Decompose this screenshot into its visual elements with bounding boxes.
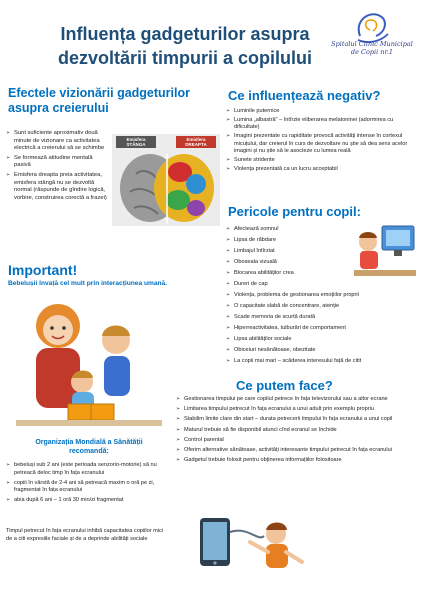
oms-heading — [14, 438, 164, 456]
list-item: ➢ Limitarea timpului petrecut în fața ecranului a unui adult prin exemplu propriu — [176, 406, 420, 413]
list-item: ➢ Scade memoria de scurtă durată — [226, 314, 424, 321]
list-item: ➢ Hiperreactivitatea, tulburări de comportament — [226, 325, 424, 332]
list-item: ➢ La copii mai mari – scăderea interesului față de citit — [226, 358, 424, 365]
influenteaza-heading: Ce influențează negativ? — [228, 88, 381, 103]
oms-heading-line-1: Organizația Mondială a Sănătății — [35, 439, 143, 446]
putem-heading: Ce putem face? — [236, 378, 333, 393]
title-line-1: Influența gadgeturilor asupra — [60, 24, 310, 44]
child-computer-illustration — [352, 222, 418, 280]
efectele-heading-line-2: asupra creierului — [8, 101, 109, 115]
oms-heading-line-2: recomandă: — [69, 448, 109, 455]
brain-left-label-line-2: STÂNGA — [126, 142, 146, 147]
list-item: ➢ Blocarea abilităților crea — [226, 270, 376, 277]
list-item: ➢ Oferim alternative sănătoase, activități interesante timpului petrecut în fața ecranului — [176, 447, 420, 454]
list-item: ➢ Sunt suficiente aproximativ două minute de vizionare ca activitatea electrică a creierului să se schimbe — [6, 130, 110, 153]
list-item: ➢ Afectează somnul — [226, 226, 376, 233]
list-item: ➢ Gadgetul trebuie folosit pentru obținerea informațiilor folositoare — [176, 457, 420, 464]
important-subtitle: Bebelușii învață cel mult prin interacțiunea umană. — [8, 280, 168, 287]
oms-paragraph: Timpul petrecut în fața ecranului inhibă capacitatea copiilor mici de a citi expresiile faciale și de a deprinde abilități sociale — [6, 528, 164, 542]
child-phone-illustration — [192, 512, 318, 578]
list-item: ➢ Se formează atitudine mentală pasivă — [6, 155, 110, 170]
brain-right-label — [176, 137, 216, 147]
list-item: ➢ Violența, problema de gestionarea emoțiilor proprii — [226, 292, 424, 299]
brain-right-label-line-2: DREAPTA — [185, 142, 207, 147]
influenteaza-list — [226, 108, 420, 175]
family-reading-illustration — [12, 296, 168, 430]
list-item: ➢ copiii în vârstă de 2-4 ani să petreacă maxim o oră pe zi, fragmentat în fața ecranului — [6, 480, 166, 496]
brain-left-label — [116, 137, 156, 147]
list-item: ➢ Oboseala vizuală — [226, 259, 376, 266]
list-item: ➢ Gestionarea timpului pe care copilul petrece în fața televizorului sau a altor ecrane — [176, 396, 420, 403]
brain-illustration — [112, 134, 220, 226]
list-item: ➢ Maturul trebuie să fie disponibil atunci cînd ecranul se închide — [176, 427, 420, 434]
page-title — [40, 22, 330, 70]
list-item: ➢ Violența prezentată ca un lucru acceptabil — [226, 166, 420, 173]
list-item: ➢ Limbajul întîrziat — [226, 248, 376, 255]
logo-caption-line-1: Spitalul Clinic Municipal — [331, 40, 413, 48]
efectele-heading-line-1: Efectele vizionării gadgeturilor — [8, 86, 190, 100]
list-item: ➢ Lipsa abilităților sociale — [226, 336, 424, 343]
list-item: ➢ bebeluși sub 2 ani (este perioada senzorio-motorie) să nu petreacă deloc timp în fața ecranului — [6, 462, 166, 478]
brain-right-label-line-1: Emisfera — [186, 137, 206, 142]
title-line-2: dezvoltării timpurii a copilului — [57, 48, 313, 68]
list-item: ➢ Emisfera dreapta preia activitatea, emisfera stângă nu se dezvoltă normal (răspunde de gîndire logică, vorbire, construirea corectă a frazei) — [6, 172, 110, 202]
list-item: ➢ Obiceiuri nesănătoase, obezitate — [226, 347, 424, 354]
efectele-heading — [8, 86, 208, 116]
list-item: ➢ Lipsa de răbdare — [226, 237, 376, 244]
brain-left-label-line-1: Emisfera — [126, 137, 146, 142]
list-item: ➢ Stabilim limite clare din start – durata petrecerii timpului în fața ecranului a unui copil — [176, 416, 420, 423]
list-item: ➢ Sunete stridente — [226, 157, 420, 164]
list-item: ➢ Control parental — [176, 437, 420, 444]
logo-caption-line-2: de Copii nr.1 — [350, 48, 394, 56]
putem-list — [176, 396, 420, 467]
list-item: ➢ Luminile puternice — [226, 108, 420, 115]
oms-list — [6, 462, 166, 507]
logo-caption — [326, 40, 418, 56]
list-item: ➢ O capacitate slabă de concentrare, atenție — [226, 303, 424, 310]
list-item: ➢ Imagini prezentate cu rapiditate provocă activități intense în cortexul micuțului, dar creierul în curs de dezvoltare nu știe să dea sens acelor imagini și nu știe să le asocieze cu lumea reală — [226, 133, 420, 155]
pericole-heading: Pericole pentru copil: — [228, 204, 361, 219]
efectele-list — [6, 130, 110, 204]
list-item: ➢ Dureri de cap — [226, 281, 376, 288]
important-heading: Important! — [8, 262, 78, 278]
list-item: ➢ abia după 6 ani – 1 oră 30 min/zi fragmentat — [6, 497, 166, 505]
brain-icon — [112, 134, 220, 226]
list-item: ➢ Lumina „albastră” – întîrzie eliberarea melatoninei (adormirea cu dificultate) — [226, 117, 420, 132]
